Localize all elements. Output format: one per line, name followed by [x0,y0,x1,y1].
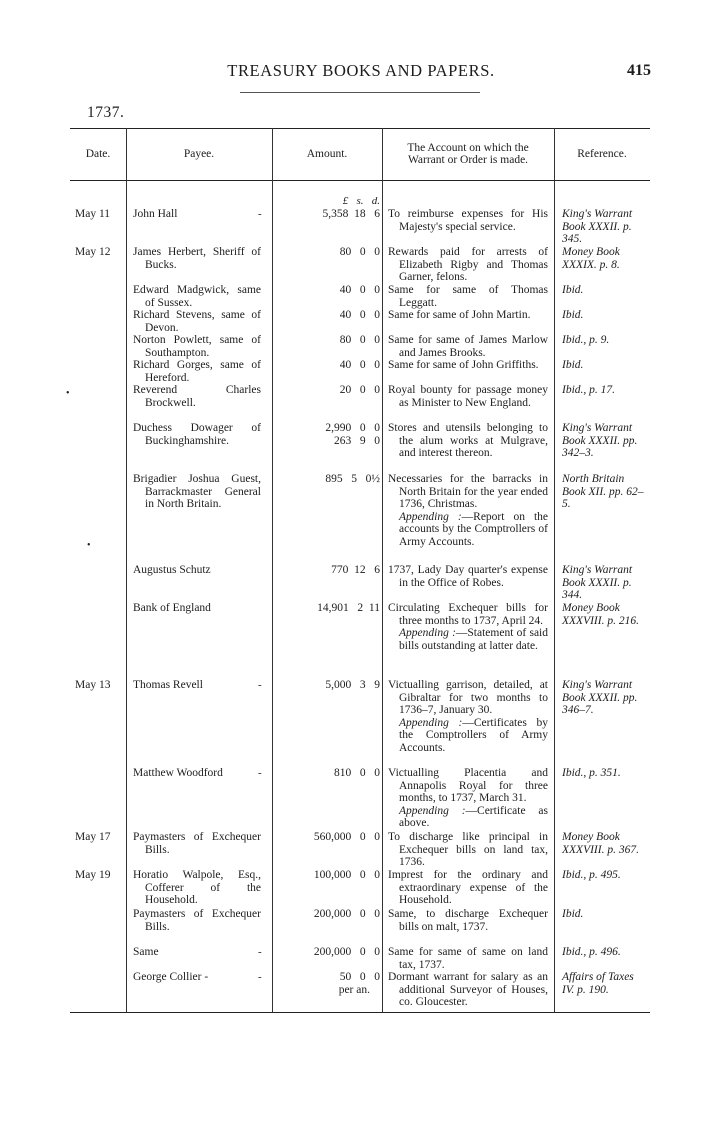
account-text: Necessaries for the barracks in North Britain for the year ended 1736, Christmas. [388,473,548,511]
row-account: Same for same of Thomas Leggatt. [388,284,548,309]
header-rule [240,92,480,93]
header-reference: Reference. [577,148,627,160]
header-date: Date. [85,148,111,160]
row-account: Same for same of same on land tax, 1737. [388,946,548,971]
row-account [388,767,548,830]
row-amount: 5,358 18 6 [322,208,380,220]
row-amount: 40 0 0 [339,359,380,371]
warrant-table [66,128,650,1012]
appending-text: —Statement of said bills outstanding at latter date. [399,627,548,652]
row-payee: Reverend Charles Brockwell. [133,384,261,409]
row-account [388,679,548,755]
row-reference: King's Warrant Book XXXII. pp. 346–7. [562,679,638,717]
row-payee: John Hall [133,208,178,220]
row-payee: Paymasters of Exchequer Bills. [133,908,261,933]
row-account [388,602,548,652]
row-payee: Richard Gorges, same of Hereford. [133,359,261,384]
row-amount: 560,000 0 0 [313,831,380,843]
row-payee: Thomas Revell [133,679,203,691]
column-divider [272,128,273,1012]
row-payee: Bank of England [133,602,211,614]
column-divider [382,128,383,1012]
row-reference: Affairs of Taxes IV. p. 190. [562,971,634,996]
header-account: The Account on which the Warrant or Order is made. [407,142,529,166]
row-payee: Same [133,946,159,958]
row-date: May 17 [75,831,111,843]
row-amount: 14,901 2 11 [317,602,380,614]
row-reference: King's Warrant Book XXXII. pp. 342–3. [562,422,638,460]
row-payee: Horatio Walpole, Esq., Cofferer of the Household. [133,869,261,907]
page-number: 415 [627,62,651,79]
row-account: Same for same of James Marlow and James Brooks. [388,334,548,359]
row-amount: 200,000 0 0 [313,946,380,958]
row-amount: 50 0 0 [339,971,380,983]
row-reference: Ibid., p. 17. [562,384,616,396]
running-title: TREASURY BOOKS AND PAPERS. [227,61,495,80]
row-account: Stores and utensils belonging to the alum works at Mulgrave, and interest thereon. [388,422,548,460]
column-divider [554,128,555,1012]
row-payee: Paymasters of Exchequer Bills. [133,831,261,856]
row-payee: Norton Powlett, same of Southampton. [133,334,261,359]
row-date: May 19 [75,869,111,881]
appending-label: Appending : [399,627,456,640]
row-account: Royal bounty for passage money as Minister to New England. [388,384,548,409]
row-reference: King's Warrant Book XXXII. p. 345. [562,208,633,246]
row-reference: Ibid., p. 351. [562,767,621,779]
row-dash: - [258,946,262,958]
row-payee: Duchess Dowager of Buckinghamshire. [133,422,261,447]
row-amount: 2,990 0 0 263 9 0 [325,422,380,447]
row-account: Same for same of John Griffiths. [388,359,539,371]
row-amount: 20 0 0 [339,384,380,396]
row-amount: 895 5 0½ [325,473,380,485]
row-reference: Money Book XXXIX. p. 8. [562,246,620,271]
row-amount: 40 0 0 [339,309,380,321]
row-payee: Richard Stevens, same of Devon. [133,309,261,334]
row-amount: 40 0 0 [339,284,380,296]
table-header-rule [70,180,650,181]
account-text: Victualling Placentia and Annapolis Royal for three months, to 1737, March 31. [388,767,548,805]
row-account: Same, to discharge Exchequer bills on malt, 1737. [388,908,548,933]
appending-label: Appending : [399,716,463,729]
row-payee: Augustus Schutz [133,564,211,576]
row-reference: Ibid., p. 495. [562,869,621,881]
row-dash: - [258,971,262,983]
appending-label: Appending : [399,510,462,523]
margin-dot: • [87,540,91,551]
row-reference: North Britain Book XII. pp. 62–5. [562,473,644,511]
row-payee: Brigadier Joshua Guest, Barrackmaster General in North Britain. [133,473,261,511]
row-payee: James Herbert, Sheriff of Bucks. [133,246,261,271]
row-payee: Edward Madgwick, same of Sussex. [133,284,261,309]
row-date: May 13 [75,679,111,691]
year-label: 1737. [87,104,125,121]
row-reference: Ibid. [562,309,584,321]
row-amount: 200,000 0 0 [313,908,380,920]
row-amount: 80 0 0 [339,246,380,258]
row-reference: Ibid. [562,284,584,296]
appending-text: —Report on the accounts by the Comptrollers of Army Accounts. [399,510,548,548]
margin-dot: • [66,388,70,399]
row-date: May 12 [75,246,111,258]
row-account: Rewards paid for arrests of Elizabeth Rigby and Thomas Garner, felons. [388,246,548,284]
account-text: Circulating Exchequer bills for three months to 1737, April 24. [388,602,548,627]
row-reference: Ibid. [562,908,584,920]
row-account [388,473,548,549]
row-dash: - [258,679,262,691]
row-amount: 770 12 6 [331,564,380,576]
row-account: To discharge like principal in Exchequer bills on land tax, 1736. [388,831,548,869]
row-reference: Money Book XXXVIII. p. 367. [562,831,639,856]
row-reference: Ibid., p. 9. [562,334,610,346]
row-reference: Money Book XXXVIII. p. 216. [562,602,639,627]
row-account: Imprest for the ordinary and extraordinary expense of the Household. [388,869,548,907]
row-amount-note: per an. [338,984,370,996]
row-account: Dormant warrant for salary as an additional Surveyor of Houses, co. Gloucester. [388,971,548,1009]
row-amount: 5,000 3 9 [325,679,380,691]
row-dash: - [258,208,262,220]
account-text: Victualling garrison, detailed, at Gibraltar for two months to 1736–7, January 30. [388,679,548,717]
row-date: May 11 [75,208,111,220]
row-payee: Matthew Woodford [133,767,223,779]
row-amount: 100,000 0 0 [313,869,380,881]
row-dash: - [258,767,262,779]
row-payee: George Collier - [133,971,209,983]
appending-label: Appending : [399,804,466,817]
row-reference: Ibid. [562,359,584,371]
row-reference: Ibid., p. 496. [562,946,621,958]
row-amount: 80 0 0 [339,334,380,346]
row-account: 1737, Lady Day quarter's expense in the Office of Robes. [388,564,548,589]
appending-text: —Certificate as above. [399,804,549,830]
table-bottom-rule [70,1012,650,1013]
row-reference: King's Warrant Book XXXII. p. 344. [562,564,633,602]
appending-text: —Certificates by the Comptrollers of Army Accounts. [399,716,548,754]
row-amount: 810 0 0 [334,767,380,779]
header-payee: Payee. [183,148,215,160]
row-account: To reimburse expenses for His Majesty's special service. [388,208,548,233]
row-account: Same for same of John Martin. [388,309,531,321]
amount-units: £ s. d. [342,195,380,207]
header-amount: Amount. [306,148,348,160]
